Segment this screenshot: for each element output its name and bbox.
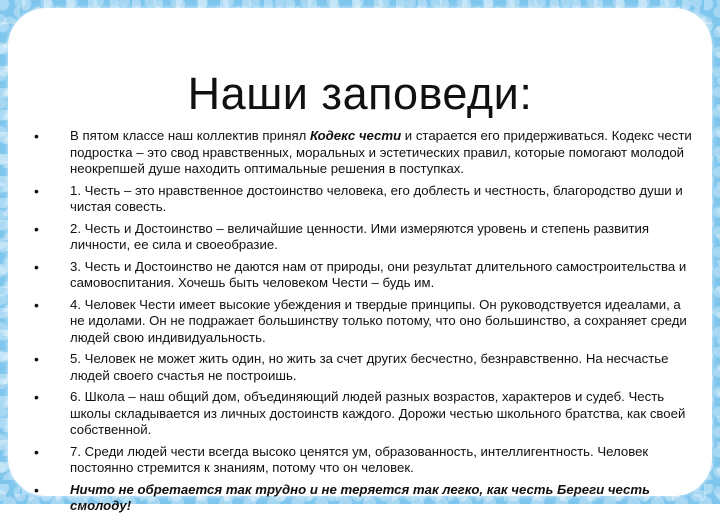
bullet-icon: • bbox=[34, 220, 39, 237]
item-text-part: и старается его придерживаться. Кодекс чести подростка – это свод нравственных, моральных и эстетических правил, которые помогают молодой неокрепшей душе находить оптимальные решения в поступках. bbox=[70, 128, 692, 176]
item-text: 6. Школа – наш общий дом, объединяющий людей разных возрастов, характеров и судеб. Честь школы складывается из личных достоинств каждого. Дорожи честью школьного братства, как своей собственной. bbox=[70, 389, 686, 437]
list-item bbox=[34, 389, 694, 439]
item-text-motto: Ничто не обретается так трудно и не теряется так легко, как честь Береги честь смолоду! bbox=[70, 481, 650, 513]
item-emphasis-codex: Кодекс чести bbox=[310, 128, 405, 143]
list-item bbox=[34, 482, 694, 515]
bullet-icon: • bbox=[34, 351, 39, 367]
item-text: 2. Честь и Достоинство – величайшие ценности. Ими измеряются уровень и степень развития личности, ее сила и своеобразие. bbox=[70, 220, 650, 252]
item-text: 1. Честь – это нравственное достоинство человека, его доблесть и честность, благородство души и чистая совесть. bbox=[70, 182, 683, 214]
list-item bbox=[34, 183, 694, 216]
bullet-icon: • bbox=[34, 296, 39, 313]
item-text: 7. Среди людей чести всегда высоко ценятся ум, образованность, интеллигентность. Человек постоянно стремится к знаниям, потому что он человек. bbox=[70, 443, 649, 475]
bullet-icon: • bbox=[34, 128, 39, 144]
bullet-icon: • bbox=[34, 258, 39, 275]
item-text: 4. Человек Чести имеет высокие убеждения и твердые принципы. Он руководствуется идеалами, а не идолами. Он не подражает большинству только потому, что оно большинство, а сохраняет среди людей свою индивидуальность. bbox=[70, 296, 687, 345]
bullet-icon: • bbox=[34, 443, 39, 460]
bullet-icon: • bbox=[34, 481, 39, 498]
bullet-icon: • bbox=[34, 389, 39, 405]
list-item bbox=[34, 259, 694, 292]
list-item bbox=[34, 444, 694, 477]
bullet-icon: • bbox=[34, 182, 39, 199]
item-text: 3. Честь и Достоинство не даются нам от природы, они результат длительного самостроительства и самовоспитания. Хочешь быть человеком Чести – будь им. bbox=[70, 258, 687, 290]
page-title: Наши заповеди: bbox=[187, 68, 533, 120]
item-text-part: В пятом классе наш коллектив принял bbox=[70, 128, 310, 143]
list-item bbox=[34, 351, 694, 384]
list-item bbox=[34, 128, 694, 178]
list-item bbox=[34, 297, 694, 347]
item-text: 5. Человек не может жить один, но жить за счет других бесчестно, безнравственно. На несчастье людей своего счастья не построишь. bbox=[70, 351, 669, 383]
list-item bbox=[34, 221, 694, 254]
commandments-list bbox=[34, 128, 694, 520]
